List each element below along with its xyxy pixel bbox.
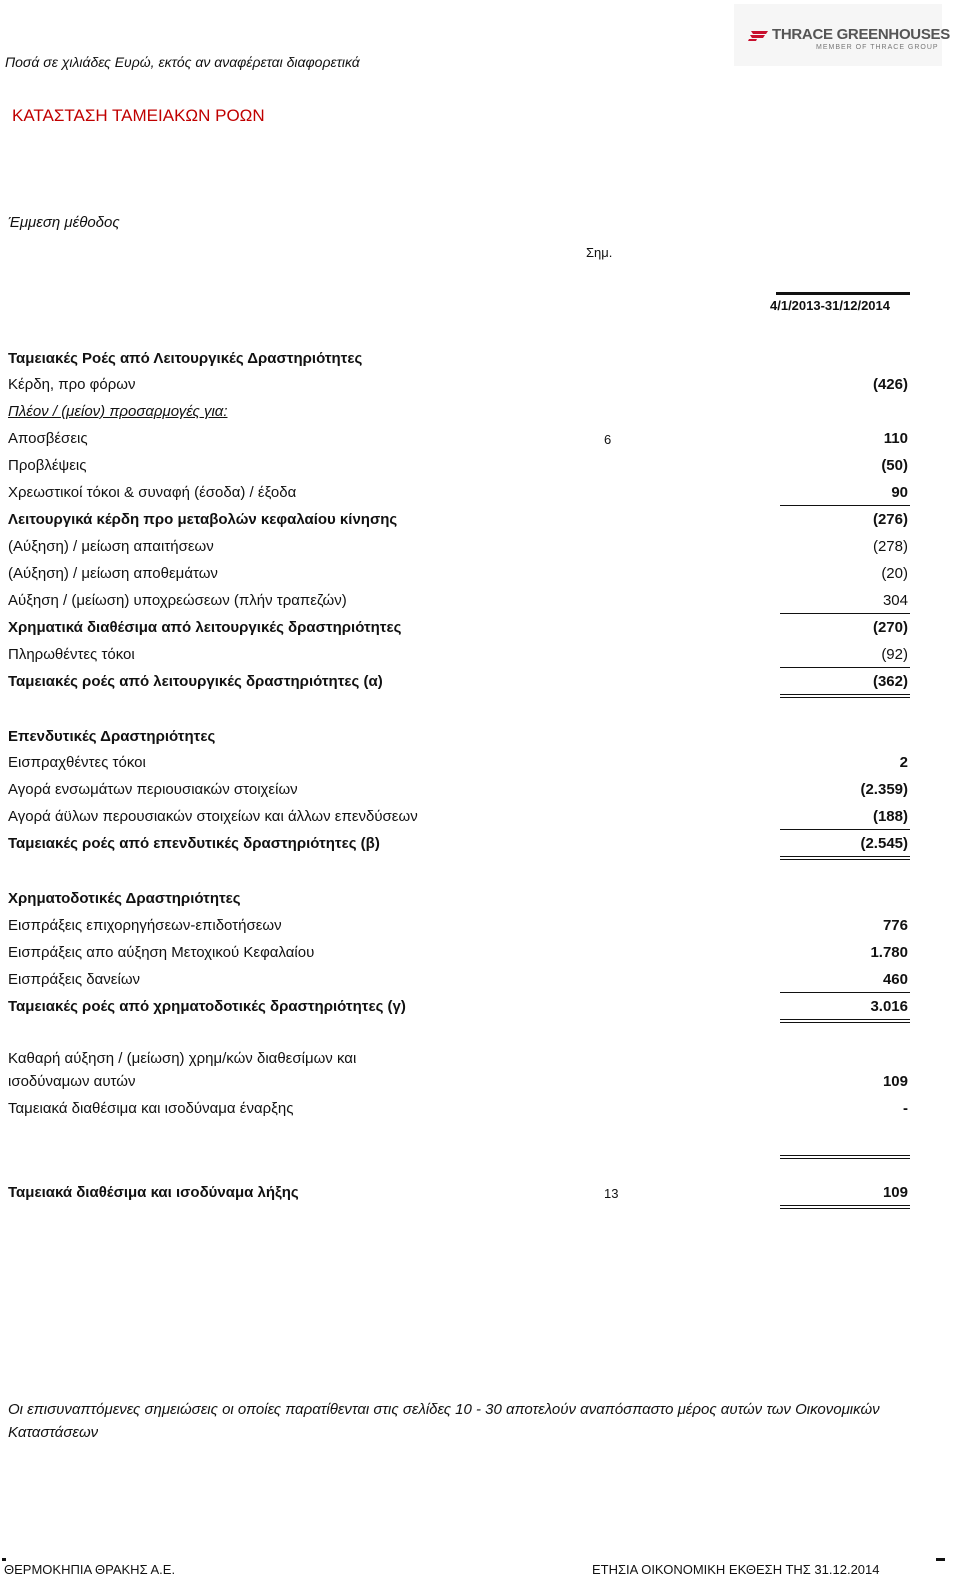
row-value: (426) [872, 376, 908, 393]
footer-marker [936, 1558, 945, 1561]
table-row-closing [8, 1184, 910, 1206]
row-label: Χρεωστικοί τόκοι & συναφή (έσοδα) / έξοδα [8, 484, 297, 501]
table-row-total [8, 835, 910, 857]
total-rule [780, 1019, 910, 1023]
row-label: Εισπράξεις απο αύξηση Μετοχικού Κεφαλαίου [8, 944, 315, 961]
table-row [8, 619, 910, 641]
row-value: (20) [881, 565, 908, 582]
section-heading: Χρηματοδοτικές Δραστηριότητες [8, 890, 241, 907]
row-value: 2 [899, 754, 908, 771]
company-logo [734, 4, 950, 66]
section-heading: Επενδυτικές Δραστηριότητες [8, 728, 216, 745]
row-label: Αποσβέσεις [8, 430, 88, 447]
section-heading: Ταμειακές Ροές από Λειτουργικές Δραστηριότητες [8, 350, 363, 367]
row-value: (50) [881, 457, 908, 474]
subtotal-rule [780, 505, 910, 506]
row-label: (Αύξηση) / μείωση αποθεμάτων [8, 565, 218, 582]
row-label: Ταμειακές ροές από επενδυτικές δραστηριότητες (β) [8, 835, 380, 852]
row-label: Αύξηση / (μείωση) υποχρεώσεων (πλήν τραπεζών) [8, 592, 347, 609]
section-heading-financing [8, 890, 910, 912]
section-heading-investing [8, 728, 910, 750]
row-value: (362) [872, 673, 908, 690]
table-row [8, 484, 910, 506]
table-row [8, 646, 910, 668]
row-value: - [903, 1100, 908, 1117]
subtotal-rule [780, 667, 910, 668]
note-column-header: Σημ. [586, 245, 613, 260]
row-value: 1.780 [870, 944, 908, 961]
table-row-net-change [8, 1073, 910, 1095]
row-label: Χρηματικά διαθέσιμα από λειτουργικές δραστηριότητες [8, 619, 402, 636]
footer-report: ΕΤΗΣΙΑ ΟΙΚΟΝΟΜΙΚΗ ΕΚΘΕΣΗ ΤΗΣ 31.12.2014 [592, 1562, 880, 1577]
table-row [8, 754, 910, 776]
row-label: Αγορά ενσωμάτων περιουσιακών στοιχείων [8, 781, 298, 798]
row-value: 3.016 [870, 998, 908, 1015]
row-value: (188) [872, 808, 908, 825]
row-label: Πληρωθέντες τόκοι [8, 646, 135, 663]
row-label: Εισπραχθέντες τόκοι [8, 754, 146, 771]
row-value: (92) [881, 646, 908, 663]
row-label: Καθαρή αύξηση / (μείωση) χρημ/κών διαθεσίμων και [8, 1050, 357, 1067]
method-label: Έμμεση μέθοδος [8, 214, 120, 231]
table-row [8, 457, 910, 479]
subtotal-rule [780, 829, 910, 830]
logo-mark-icon [748, 31, 768, 41]
table-row [8, 376, 910, 398]
table-row [8, 565, 910, 587]
period-header-rule [776, 292, 910, 295]
row-label: Πλέον / (μείον) προσαρμογές για: [8, 403, 228, 420]
row-label: ισοδύναμων αυτών [8, 1073, 136, 1090]
row-value: (270) [872, 619, 908, 636]
subtotal-rule [780, 992, 910, 993]
logo-name: THRACE GREENHOUSES [772, 26, 950, 43]
units-note: Ποσά σε χιλιάδες Ευρώ, εκτός αν αναφέρεται διαφορετικά [5, 54, 360, 70]
table-row [8, 808, 910, 830]
table-row [8, 781, 910, 803]
total-rule [780, 1205, 910, 1209]
net-change-label-line [8, 1050, 910, 1072]
row-label: Προβλέψεις [8, 457, 87, 474]
total-rule [780, 1155, 910, 1159]
row-value: 109 [882, 1184, 908, 1201]
row-label: Κέρδη, προ φόρων [8, 376, 136, 393]
row-label: Αγορά άϋλων περουσιακών στοιχείων και άλλων επενδύσεων [8, 808, 418, 825]
row-value: 460 [882, 971, 908, 988]
total-rule [780, 694, 910, 698]
logo-subtitle: MEMBER OF THRACE GROUP [816, 44, 939, 51]
period-column-header: 4/1/2013-31/12/2014 [770, 298, 890, 313]
row-value: 304 [882, 592, 908, 609]
row-label: Ταμειακές ροές από λειτουργικές δραστηριότητες (α) [8, 673, 383, 690]
table-row [8, 538, 910, 560]
table-row [8, 403, 910, 425]
row-value: (2.359) [860, 781, 908, 798]
footnote: Οι επισυναπτόμενες σημειώσεις οι οποίες παρατίθενται στις σελίδες 10 - 30 αποτελούν αναπόσπαστο μέρος αυτών των Οικονομικών Καταστάσεων [8, 1401, 880, 1441]
table-row [8, 511, 910, 533]
row-value: 90 [891, 484, 908, 501]
section-heading-operating [8, 350, 910, 372]
table-row [8, 592, 910, 614]
table-row [8, 971, 910, 993]
row-label: Ταμειακά διαθέσιμα και ισοδύναμα λήξης [8, 1184, 299, 1201]
table-row-total [8, 998, 910, 1020]
row-label: Λειτουργικά κέρδη προ μεταβολών κεφαλαίου κίνησης [8, 511, 398, 528]
table-row [8, 944, 910, 966]
row-label: (Αύξηση) / μείωση απαιτήσεων [8, 538, 214, 555]
footer-company: ΘΕΡΜΟΚΗΠΙΑ ΘΡΑΚΗΣ Α.Ε. [4, 1562, 176, 1577]
total-rule [780, 856, 910, 860]
table-row-opening [8, 1100, 910, 1122]
row-value: 776 [882, 917, 908, 934]
table-row [8, 917, 910, 939]
table-row-total [8, 673, 910, 695]
table-row [8, 430, 910, 452]
row-value: (276) [872, 511, 908, 528]
row-value: 110 [883, 430, 908, 447]
row-label: Εισπράξεις δανείων [8, 971, 141, 988]
row-note: 6 [604, 432, 612, 447]
row-value: (2.545) [860, 835, 908, 852]
footer-marker [2, 1558, 6, 1561]
row-value: (278) [872, 538, 908, 555]
row-label: Ταμειακά διαθέσιμα και ισοδύναμα έναρξης [8, 1100, 294, 1117]
statement-title: ΚΑΤΑΣΤΑΣΗ ΤΑΜΕΙΑΚΩΝ ΡΟΩΝ [12, 106, 265, 125]
row-note: 13 [604, 1186, 619, 1201]
row-label: Ταμειακές ροές από χρηματοδοτικές δραστηριότητες (γ) [8, 998, 406, 1015]
subtotal-rule [780, 613, 910, 614]
row-value: 109 [882, 1073, 908, 1090]
row-label: Εισπράξεις επιχορηγήσεων-επιδοτήσεων [8, 917, 282, 934]
